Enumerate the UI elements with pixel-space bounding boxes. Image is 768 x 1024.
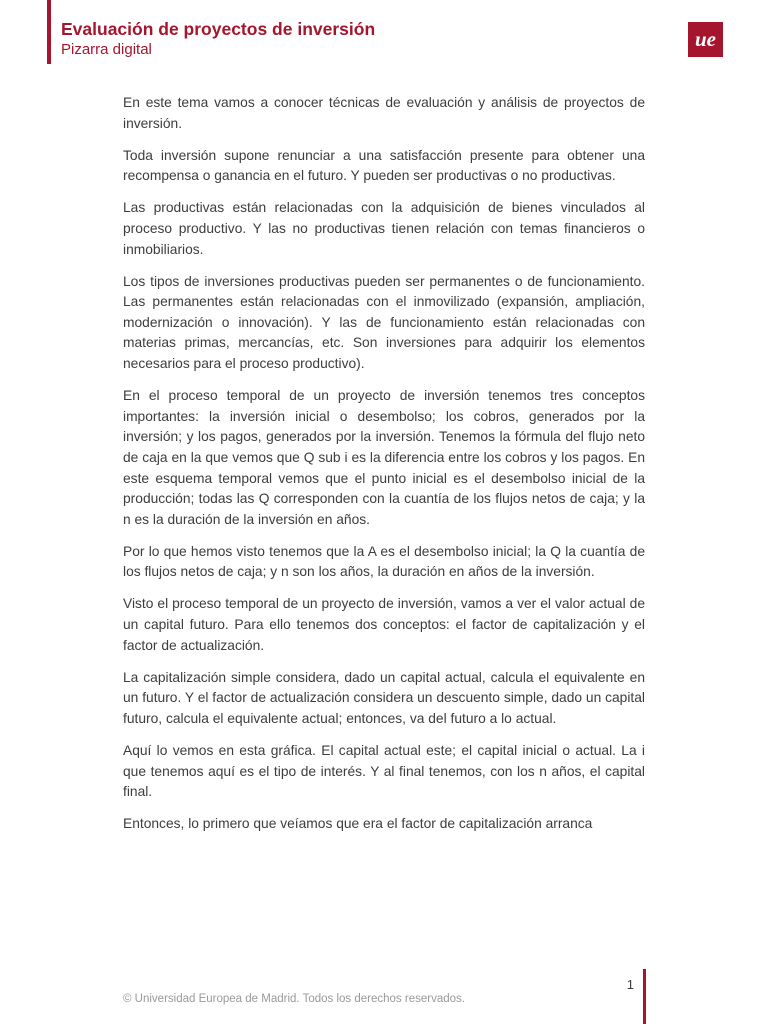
paragraph: En el proceso temporal de un proyecto de inversión tenemos tres conceptos importantes: la inversión inicial o desembolso; los cobros, generados por la inversión; y los pagos, generados por la inversión. Tenemos la fórmula del flujo neto de caja en la que vemos que Q sub i es la diferencia entre los cobros y los pagos. En este esquema temporal vemos que el punto inicial es el desembolso inicial de la producción; todas las Q corresponden con la cuantía de los flujos netos de caja; y la n es la duración de la inversión en años. bbox=[123, 388, 645, 527]
paragraph: La capitalización simple considera, dado un capital actual, calcula el equivalente en un futuro. Y el factor de actualización considera un descuento simple, dado un capital futuro, calcula el equivalente actual; entonces, va del futuro a lo actual. bbox=[123, 669, 645, 726]
ue-logo-icon bbox=[688, 22, 723, 57]
copyright-notice: © Universidad Europea de Madrid. Todos los derechos reservados. bbox=[123, 993, 465, 1005]
logo-text: ue bbox=[695, 27, 716, 51]
page-number: 1 bbox=[626, 977, 634, 992]
document-subtitle: Pizarra digital bbox=[61, 41, 152, 58]
paragraph: En este tema vamos a conocer técnicas de evaluación y análisis de proyectos de inversión. bbox=[123, 95, 645, 131]
header-accent-bar bbox=[47, 0, 51, 64]
paragraph: Toda inversión supone renunciar a una satisfacción presente para obtener una recompensa o ganancia en el futuro. Y pueden ser productivas o no productivas. bbox=[123, 147, 645, 184]
university-logo bbox=[688, 22, 723, 57]
footer-accent-bar bbox=[643, 969, 646, 1024]
document-body bbox=[123, 93, 645, 846]
paragraph: Visto el proceso temporal de un proyecto de inversión, vamos a ver el valor actual de un capital futuro. Para ello tenemos dos conceptos: el factor de capitalización y el factor de actualización. bbox=[123, 596, 645, 653]
paragraph: Las productivas están relacionadas con la adquisición de bienes vinculados al proceso productivo. Y las no productivas tienen relación con temas financieros o inmobiliarios. bbox=[123, 200, 645, 257]
paragraph: Aquí lo vemos en esta gráfica. El capital actual este; el capital inicial o actual. La i que tenemos aquí es el tipo de interés. Y al final tenemos, con los n años, el capital final. bbox=[123, 743, 645, 800]
document-title: Evaluación de proyectos de inversión bbox=[61, 19, 376, 39]
paragraph: Por lo que hemos visto tenemos que la A es el desembolso inicial; la Q la cuantía de los flujos netos de caja; y n son los años, la duración en años de la inversión. bbox=[123, 543, 645, 580]
paragraph: Entonces, lo primero que veíamos que era el factor de capitalización arranca bbox=[123, 816, 593, 832]
paragraph: Los tipos de inversiones productivas pueden ser permanentes o de funcionamiento. Las permanentes están relacionadas con el inmovilizado (expansión, ampliación, modernización o innovación). Y las de funcionamiento están relacionadas con materias primas, mercancías, etc. Son inversiones para adquirir los elementos necesarios para el proceso productivo). bbox=[123, 273, 645, 372]
